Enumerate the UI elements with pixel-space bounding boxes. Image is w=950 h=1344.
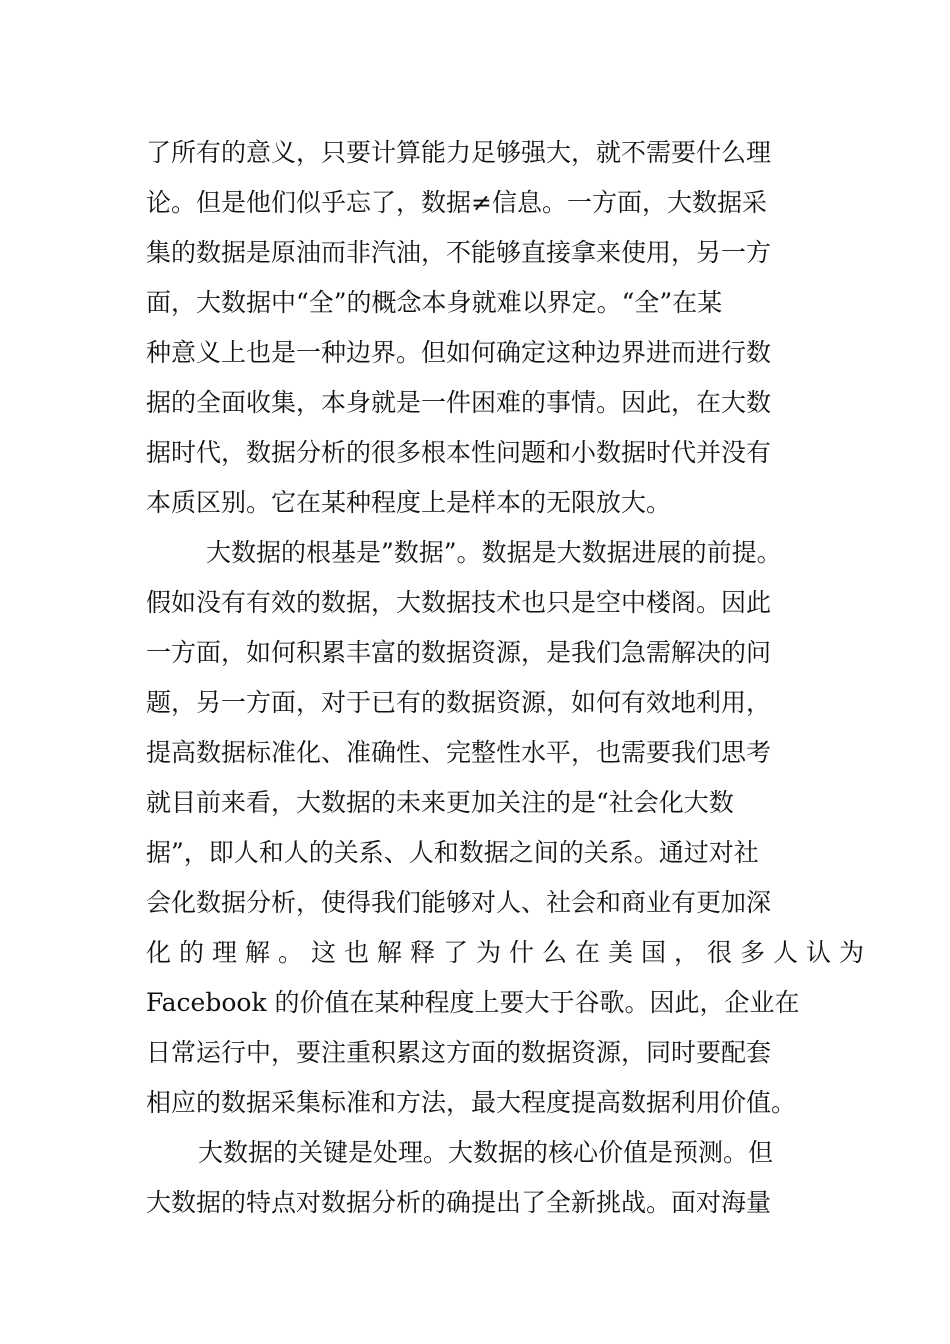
text-line: Facebook 的价值在某种程度上要大于谷歌。因此，企业在: [146, 988, 800, 1017]
text-line: 大数据的特点对数据分析的确提出了全新挑战。面对海量: [146, 1188, 772, 1217]
body-text: [146, 128, 873, 1228]
text-line: 论。但是他们似乎忘了，数据≠信息。一方面，大数据采: [146, 188, 767, 217]
text-line: 据的全面收集，本身就是一件困难的事情。因此，在大数: [146, 388, 772, 417]
text-line: 据时代，数据分析的很多根本性问题和小数据时代并没有: [146, 438, 772, 467]
text-line: 种意义上也是一种边界。但如何确定这种边界进而进行数: [146, 338, 772, 367]
text-line: 据”，即人和人的关系、人和数据之间的关系。通过对社: [146, 838, 759, 867]
text-line: 了所有的意义，只要计算能力足够强大，就不需要什么理: [146, 138, 772, 167]
text-line: 题，另一方面，对于已有的数据资源，如何有效地利用，: [146, 688, 772, 717]
text-line: 面，大数据中“全”的概念本身就难以界定。“全”在某: [146, 288, 723, 317]
text-line: 假如没有有效的数据，大数据技术也只是空中楼阁。因此: [146, 588, 772, 617]
text-line: 就目前来看，大数据的未来更加关注的是“社会化大数: [146, 788, 734, 817]
paragraph-first-line: 大数据的关键是处理。大数据的核心价值是预测。但: [198, 1138, 774, 1167]
text-line: 集的数据是原油而非汽油，不能够直接拿来使用，另一方: [146, 238, 772, 267]
text-line: 会化数据分析，使得我们能够对人、社会和商业有更加深: [146, 888, 772, 917]
text-line: 相应的数据采集标准和方法，最大程度提高数据利用价值。: [146, 1088, 797, 1117]
text-line: 本质区别。它在某种程度上是样本的无限放大。: [146, 488, 672, 517]
text-line: 提高数据标准化、准确性、完整性水平，也需要我们思考: [146, 738, 772, 767]
paragraph-first-line: 大数据的根基是”数据”。数据是大数据进展的前提。: [206, 538, 782, 567]
text-line: 日常运行中，要注重积累这方面的数据资源，同时要配套: [146, 1038, 772, 1067]
text-line: 化的理解。这也解释了为什么在美国，很多人认为: [146, 938, 873, 967]
text-line: 一方面，如何积累丰富的数据资源，是我们急需解决的问: [146, 638, 772, 667]
